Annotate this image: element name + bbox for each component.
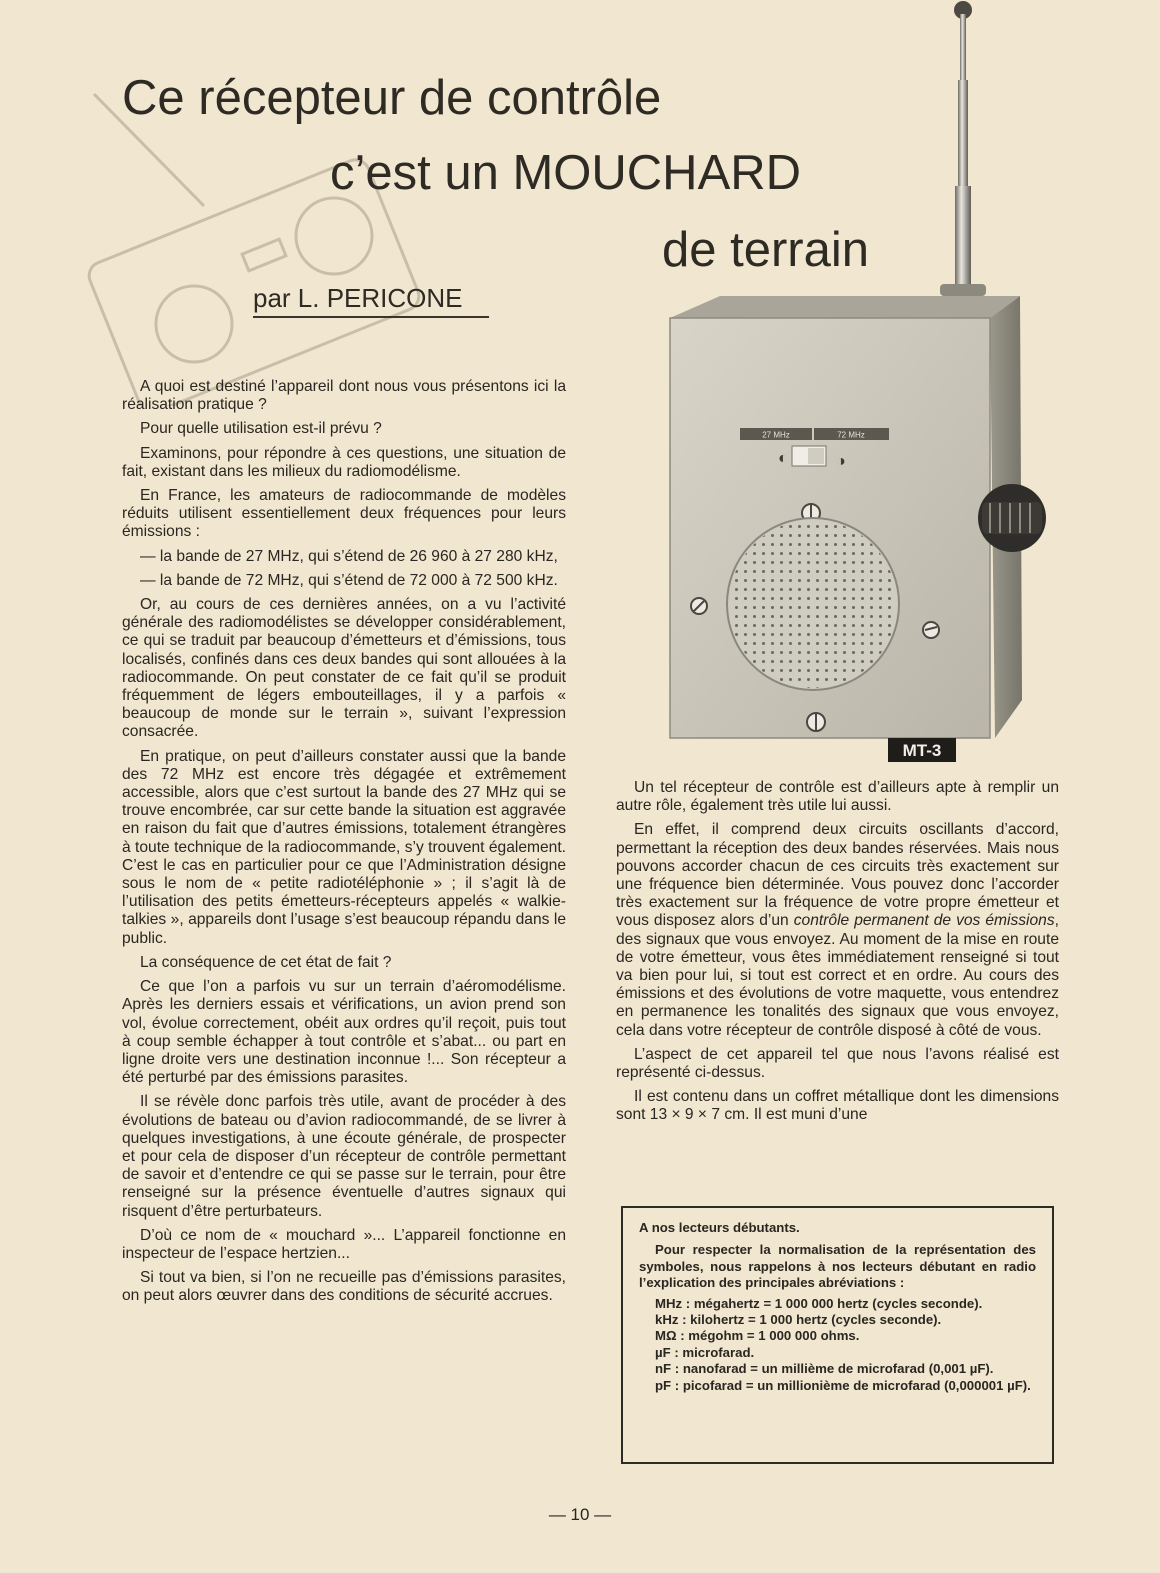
paragraph: La conséquence de cet état de fait ? <box>140 953 392 971</box>
paragraph: En France, les amateurs de radiocommande de modèles réduits utilisent essentiellement deux fréquences pour leurs émissions : <box>122 487 566 541</box>
title-line-2: c’est un MOUCHARD <box>330 146 802 200</box>
paragraph: En pratique, on peut d’ailleurs constater aussi que la bande des 72 MHz est encore très dégagée et extrêmement accessible, alors que c’est surtout la bande des 27 MHz qui se trouve encombrée, car sur cette bande la situation est aggravée en raison du fait que d’autres émissions, totalement étrangères à toute technique de la radiocommande, s’y trouvent également. C’est le cas en particulier pour ce que l’Administration désigne sous le nom de « petite radiotéléphonie » ; il s’agit là de l’utilisation des petits émetteurs-récepteurs appelés « walkie-talkies », appareils dont l’usage s’est beaucoup répandu dans le public. <box>122 747 566 947</box>
text-run: , des signaux que vous envoyez. Au moment de la mise en route de votre émetteur, vous êtes immédiatement renseigné si tout va bien pour lui, si tout est correct et en ordre. Au cours des émissions et des évolutions de votre maquette, vous entendrez en permanence les tonalités des signaux que vous envoyez, cela dans votre récepteur de contrôle disposé à côté de vous. <box>616 912 1059 1039</box>
paragraph: — la bande de 72 MHz, qui s’étend de 72 000 à 72 500 kHz. <box>140 571 558 589</box>
paragraph: D’où ce nom de « mouchard »... L’appareil fonctionne en inspecteur de l’espace hertzien... <box>122 1226 566 1262</box>
left-column <box>122 378 566 1312</box>
emphasis-text: contrôle permanent de vos émissions <box>793 912 1055 930</box>
paragraph: L’aspect de cet appareil tel que nous l’avons réalisé est représenté ci-dessus. <box>616 1045 1059 1082</box>
text-run: En effet, il comprend deux circuits oscillants d’accord, permettant la réception des deux bandes réservées. Mais nous pouvons accorder chacun de ces circuits très exactement sur une fréquence bien déterminée. Vous pouvez donc l’accorder très exactement sur la fréquence de votre propre émetteur et vous disposez alors d’un <box>616 821 1059 930</box>
paragraph: Si tout va bien, si l’on ne recueille pas d’émissions parasites, on peut alors œuvrer dans des conditions de sécurité accrues. <box>122 1269 566 1305</box>
note-intro: Pour respecter la normalisation de la représentation des symboles, nous rappelons à nos lecteurs débutant en radio l’explication des principales abréviations : <box>639 1242 1036 1291</box>
abbreviation-item: nF : nanofarad = un millième de microfarad (0,001 µF). <box>655 1361 994 1377</box>
beginners-note-box <box>621 1206 1054 1464</box>
paragraph: Un tel récepteur de contrôle est d’ailleurs apte à remplir un autre rôle, également très utile lui aussi. <box>616 779 1059 815</box>
band-72-label: 72 MHz <box>837 430 865 440</box>
page-number: — 10 — <box>548 1505 612 1524</box>
paragraph: Ce que l’on a parfois vu sur un terrain d’aéromodélisme. Après les derniers essais et vérifications, un avion prend son vol, évolue correctement, obéit aux ordres qu’il reçoit, puis tout à coup semble échapper à tout contrôle et s’abat... ou part en ligne droite vers une destination inconnue !... Son récepteur a été perturbé par des émissions parasites. <box>122 978 566 1087</box>
paragraph: Il se révèle donc parfois très utile, avant de procéder à des évolutions de bateau ou d’avion radiocommandé, de se livrer à quelques investigations, à une écoute générale, de prospecter et pour cela de disposer d’un récepteur de contrôle permettant de savoir et d’entendre ce qui se passe sur le terrain, pour être renseigné sur la présence éventuelle d’autres signaux qui risquent d’être perturbateurs. <box>122 1093 566 1220</box>
svg-text:◐: ◐ <box>778 450 788 467</box>
band-27-label: 27 MHz <box>762 430 790 440</box>
transmitter-illustration <box>84 86 504 406</box>
paragraph: A quoi est destiné l’appareil dont nous vous présentons ici la réalisation pratique ? <box>122 378 566 414</box>
paragraph: Il est contenu dans un coffret métallique dont les dimensions sont 13 × 9 × 7 cm. Il est muni d’une <box>616 1088 1059 1124</box>
receiver-photo <box>660 0 1060 770</box>
svg-text:◑: ◑ <box>836 453 846 470</box>
paragraph <box>616 821 1059 1039</box>
abbreviation-item: µF : microfarad. <box>655 1344 755 1360</box>
paragraph: Pour quelle utilisation est-il prévu ? <box>140 420 382 438</box>
paragraph: — la bande de 27 MHz, qui s’étend de 26 960 à 27 280 kHz, <box>140 547 558 565</box>
abbreviation-item: kHz : kilohertz = 1 000 hertz (cycles seconde). <box>655 1312 942 1328</box>
model-badge: MT-3 <box>902 741 942 760</box>
author-byline: par L. PERICONE <box>253 282 489 318</box>
title-line-1: Ce récepteur de contrôle <box>122 71 662 125</box>
abbreviation-item: MHz : mégahertz = 1 000 000 hertz (cycles seconde). <box>655 1295 983 1311</box>
paragraph: Examinons, pour répondre à ces questions, une situation de fait, existant dans les milieux du radiomodélisme. <box>122 444 566 480</box>
right-column <box>616 779 1059 1131</box>
abbreviation-item: MΩ : mégohm = 1 000 000 ohms. <box>655 1328 860 1344</box>
paragraph: Or, au cours de ces dernières années, on a vu l’activité générale des radiomodélistes se développer considérablement, ce qui se traduit par beaucoup d’émetteurs et d’émissions, tous localisés, confinés dans ces deux bandes qui sont allouées à la radiocommande. On peut constater de ce fait qu’il se produit fréquemment de légers embouteillages, il y a parfois « beaucoup de monde sur le terrain », suivant l’expression consacrée. <box>122 596 566 741</box>
note-title: A nos lecteurs débutants. <box>639 1220 800 1235</box>
abbreviation-item: pF : picofarad = un millionième de microfarad (0,000001 µF). <box>655 1377 1031 1393</box>
title-line-3: de terrain <box>662 223 870 277</box>
